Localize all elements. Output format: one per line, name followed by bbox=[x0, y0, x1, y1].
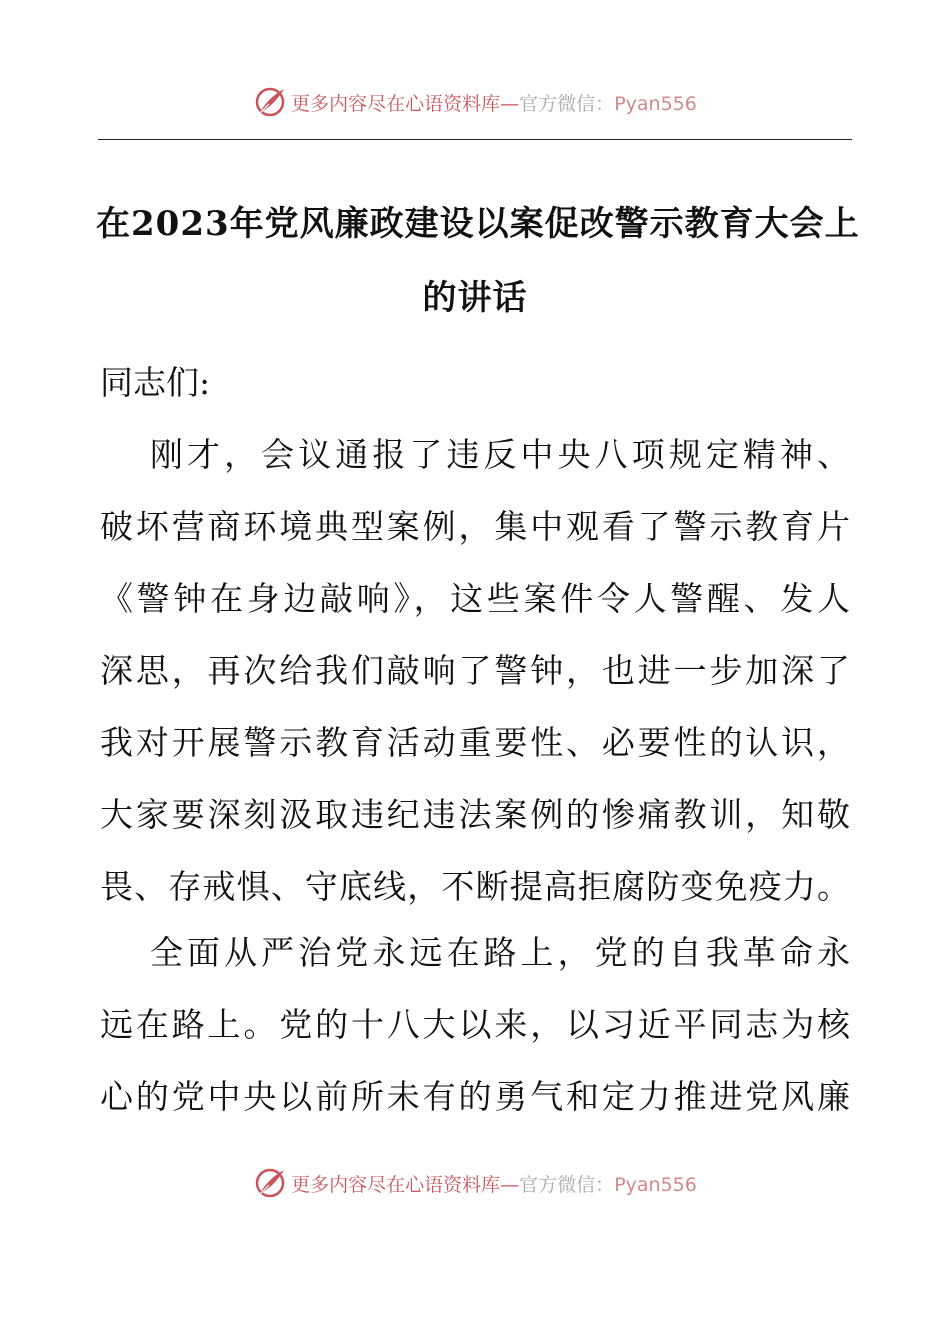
watermark-site-text: 更多内容尽在心语资料库— bbox=[291, 1173, 520, 1196]
watermark-site-text: 更多内容尽在心语资料库— bbox=[291, 92, 520, 115]
watermark-wechat-id: Pyan556 bbox=[614, 1173, 697, 1196]
watermark-text bbox=[291, 89, 697, 116]
body-line: 深思，再次给我们敲响了警钟，也进一步加深了 bbox=[100, 651, 850, 690]
header-watermark-banner bbox=[0, 82, 950, 122]
watermark-wechat-id: Pyan556 bbox=[614, 92, 697, 115]
body-line: 大家要深刻汲取违纪违法案例的惨痛教训，知敬 bbox=[100, 795, 850, 834]
watermark-wechat-label: 官方微信： bbox=[519, 1173, 615, 1196]
header-divider bbox=[98, 139, 852, 140]
quill-pen-icon bbox=[253, 1166, 287, 1200]
body-line: 全面从严治党永远在路上，党的自我革命永 bbox=[150, 933, 850, 972]
body-line: 心的党中央以前所未有的勇气和定力推进党风廉 bbox=[100, 1077, 850, 1116]
body-line: 我对开展警示教育活动重要性、必要性的认识， bbox=[100, 723, 850, 762]
body-line: 《警钟在身边敲响》，这些案件令人警醒、发人 bbox=[100, 579, 850, 618]
footer-watermark-banner bbox=[0, 1163, 950, 1203]
body-line: 刚才，会议通报了违反中央八项规定精神、 bbox=[150, 435, 850, 474]
document-title-line-2: 的讲话 bbox=[422, 278, 528, 318]
watermark-text bbox=[291, 1170, 697, 1197]
body-line: 破坏营商环境典型案例，集中观看了警示教育片 bbox=[100, 507, 850, 546]
watermark-wechat-label: 官方微信： bbox=[519, 92, 615, 115]
salutation: 同志们: bbox=[100, 363, 211, 402]
body-line: 远在路上。党的十八大以来，以习近平同志为核 bbox=[100, 1005, 850, 1044]
document-title-line-1: 在2023年党风廉政建设以案促改警示教育大会上 bbox=[96, 204, 860, 244]
quill-pen-icon bbox=[253, 85, 287, 119]
body-line: 畏、存戒惧、守底线，不断提高拒腐防变免疫力。 bbox=[100, 867, 850, 906]
